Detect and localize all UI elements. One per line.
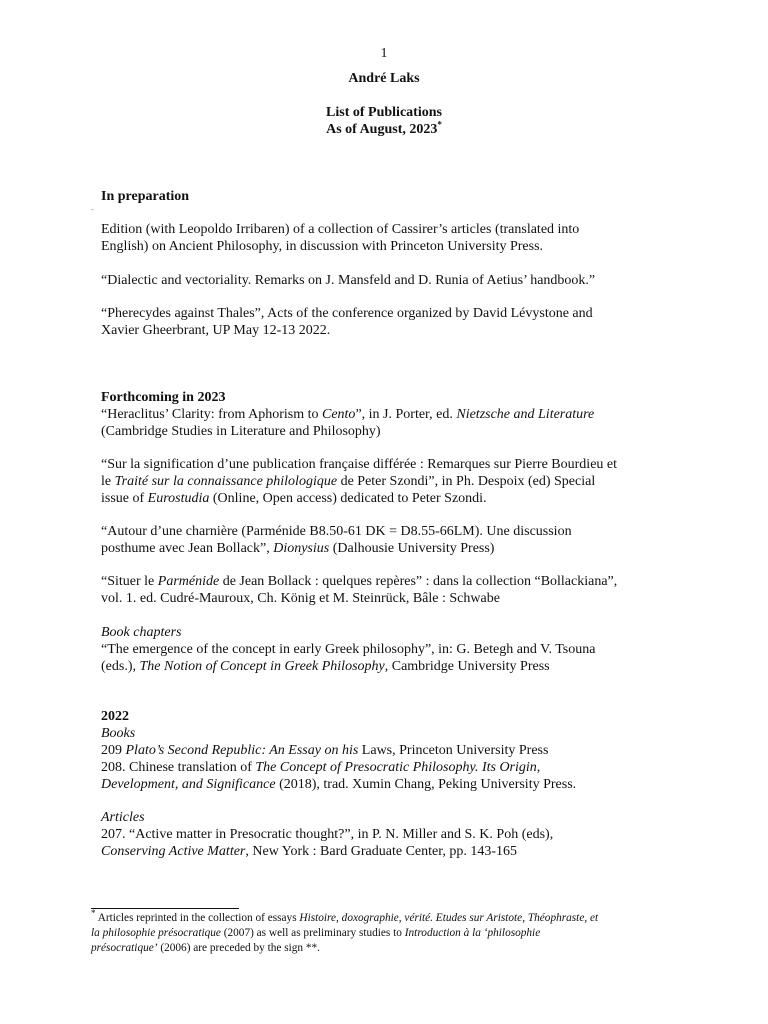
section-heading-forthcoming: Forthcoming in 2023 (101, 390, 226, 405)
publication-entry: “Pherecydes against Thales”, Acts of the conference organized by David Lévystone and Xavier Gheerbrant, UP May 12-13 2022. (101, 306, 593, 338)
publication-entry: “Dialectic and vectoriality. Remarks on J. Mansfeld and D. Runia of Aetius’ handbook.” (101, 273, 596, 288)
footnote: * Articles reprinted in the collection of essays Histoire, doxographie, vérité. Etudes sur Aristote, Théophraste, et la philosophie présocratique (2007) as well as preliminary studies to Introduction à la ‘philosophie présocratique’ (2006) are preceded by the sign **. (91, 908, 599, 954)
publication-entry: 207. “Active matter in Presocratic thought?”, in P. N. Miller and S. K. Poh (eds), Conserving Active Matter, New York : Bard Graduate Center, pp. 143-165 (101, 827, 554, 859)
publication-entry: Edition (with Leopoldo Irribaren) of a collection of Cassirer’s articles (translated into English) on Ancient Philosophy, in discussion with Princeton University Press. (101, 222, 580, 254)
publication-entry: “Sur la signification d’une publication française différée : Remarques sur Pierre Bourdieu et le Traité sur la connaissance philologique de Peter Szondi”, in Ph. Despoix (ed) Special issue of Eurostudia (Online, Open access) dedicated to Peter Szondi. (101, 457, 618, 506)
document-date: As of August, 2023* (326, 119, 442, 137)
publication-entry: “Heraclitus’ Clarity: from Aphorism to Cento”, in J. Porter, ed. Nietzsche and Literature (Cambridge Studies in Literature and Philosophy) (101, 407, 595, 439)
section-heading-2022: 2022 (101, 709, 129, 724)
publication-entry: “The emergence of the concept in early Greek philosophy”, in: G. Betegh and V. Tsouna (eds.), The Notion of Concept in Greek Philosophy, Cambridge University Press (101, 642, 596, 674)
publication-entry: 208. Chinese translation of The Concept of Presocratic Philosophy. Its Origin, Development, and Significance (2018), trad. Xumin Chang, Peking University Press. (101, 760, 577, 792)
stray-mark: - (91, 205, 94, 214)
footnote-separator (91, 908, 239, 909)
subsection-label-book-chapters: Book chapters (101, 625, 182, 640)
document-title: List of Publications (326, 105, 442, 120)
subsection-label-articles: Articles (101, 810, 145, 825)
publication-entry: “Situer le Parménide de Jean Bollack : quelques repères” : dans la collection “Bollackiana”, vol. 1. ed. Cudré-Mauroux, Ch. König et M. Steinrück, Bâle : Schwabe (101, 574, 618, 606)
footnote-marker: * (437, 119, 442, 130)
publication-entry: 209 Plato’s Second Republic: An Essay on his Laws, Princeton University Press (101, 743, 549, 758)
page-number: 1 (380, 46, 388, 61)
section-heading-in-preparation: In preparation (101, 189, 190, 204)
publication-entry: “Autour d’une charnière (Parménide B8.50-61 DK = D8.55-66LM). Une discussion posthume avec Jean Bollack”, Dionysius (Dalhousie University Press) (101, 524, 572, 556)
author-name: André Laks (348, 71, 420, 86)
subsection-label-books: Books (101, 726, 136, 741)
